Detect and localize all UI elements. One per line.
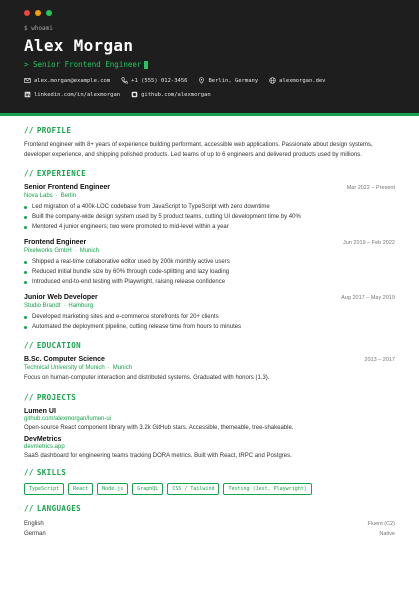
github-text: github.com/alexmorgan bbox=[141, 91, 211, 98]
projects-title: PROJECTS bbox=[36, 392, 77, 402]
bullet-icon bbox=[24, 316, 27, 319]
github-icon bbox=[131, 91, 138, 98]
job-org bbox=[24, 303, 395, 309]
contact-row-2 bbox=[24, 91, 395, 98]
languages-section bbox=[24, 504, 395, 539]
globe-icon bbox=[269, 77, 276, 84]
resume-header bbox=[0, 0, 419, 116]
contact-email[interactable] bbox=[24, 77, 110, 84]
skills-list bbox=[24, 483, 395, 495]
section-title bbox=[24, 468, 395, 477]
bullet-text: Built the company-wide design system used by 5 product teams, cutting UI development time by 40% bbox=[32, 214, 301, 220]
school-location: Munich bbox=[112, 365, 133, 371]
phone-text: +1 (555) 012-3456 bbox=[131, 77, 188, 84]
project-entry bbox=[24, 436, 395, 459]
resume-body bbox=[0, 116, 419, 539]
contact-github[interactable] bbox=[131, 91, 211, 98]
project-name: DevMetrics bbox=[24, 435, 62, 443]
contact-website[interactable] bbox=[269, 77, 325, 84]
bullet-text: Reduced initial bundle size by 60% through code-splitting and lazy loading bbox=[32, 269, 230, 275]
language-name: English bbox=[24, 520, 44, 527]
bullet-icon bbox=[24, 261, 27, 264]
job-org bbox=[24, 248, 395, 254]
company-name: Pixelworks GmbH bbox=[24, 248, 72, 254]
language-row bbox=[24, 519, 395, 529]
job-bullets bbox=[24, 257, 395, 287]
school-org bbox=[24, 365, 395, 371]
bullet-text: Led migration of a 400k-LOC codebase from JavaScript to TypeScript with zero downtime bbox=[32, 204, 270, 210]
bullet-icon bbox=[24, 271, 27, 274]
contact-row-1 bbox=[24, 77, 395, 84]
cursor-block-icon bbox=[144, 61, 148, 69]
education-title: EDUCATION bbox=[36, 341, 82, 350]
project-desc: Open-source React component library with 3.2k GitHub stars. Accessible, themeable, tree-shakeable. bbox=[24, 424, 294, 431]
contact-phone[interactable] bbox=[121, 77, 187, 84]
contact-linkedin[interactable] bbox=[24, 91, 120, 98]
slash-marker: // bbox=[24, 341, 34, 350]
project-entry bbox=[24, 408, 395, 431]
job-head bbox=[24, 294, 395, 301]
bullet-icon bbox=[24, 326, 27, 329]
profile-summary: Frontend engineer with 8+ years of experience building performant, accessible web applications. Passionate about design systems, developer experience, and shipping polished products. Led teams of up to 6 engineers and delivered products used by millions. bbox=[24, 142, 373, 158]
bullet-icon bbox=[24, 226, 27, 229]
company-name: Studio Brandt bbox=[24, 303, 61, 309]
language-level: Fluent (C2) bbox=[367, 520, 395, 527]
mail-icon bbox=[24, 77, 31, 84]
languages-title: LANGUAGES bbox=[36, 503, 82, 513]
bullet-text: Mentored 4 junior engineers; two were promoted to mid-level within a year bbox=[32, 224, 229, 230]
bullet-text: Shipped a real-time collaborative editor used by 200k monthly active users bbox=[32, 259, 230, 265]
job-entry bbox=[24, 239, 395, 287]
job-title: Frontend Engineer bbox=[24, 239, 87, 246]
section-title bbox=[24, 341, 395, 350]
full-name: Alex Morgan bbox=[24, 36, 134, 55]
job-head bbox=[24, 239, 395, 246]
contact-location bbox=[198, 77, 258, 84]
job-date: Jun 2019 – Feb 2022 bbox=[343, 240, 395, 246]
job-bullets bbox=[24, 202, 395, 232]
website-text: alexmorgan.dev bbox=[279, 77, 326, 84]
list-item bbox=[24, 267, 395, 277]
separator-dot: · bbox=[74, 248, 77, 254]
window-dots bbox=[24, 10, 395, 16]
job-bullets bbox=[24, 312, 395, 332]
job-entry bbox=[24, 294, 395, 332]
separator-dot: · bbox=[55, 193, 58, 199]
green-dot-icon bbox=[46, 10, 52, 16]
profile-section bbox=[24, 126, 395, 160]
project-link[interactable]: devmetrics.app bbox=[24, 443, 65, 450]
location-icon bbox=[198, 77, 205, 84]
job-head bbox=[24, 184, 395, 191]
job-org bbox=[24, 193, 395, 199]
project-desc: SaaS dashboard for engineering teams tracking DORA metrics. Built with React, tRPC and Postgres. bbox=[24, 452, 292, 459]
bullet-text: Automated the deployment pipeline, cutting release time from hours to minutes bbox=[32, 324, 242, 330]
list-item bbox=[24, 212, 395, 222]
bullet-icon bbox=[24, 281, 27, 284]
section-title bbox=[24, 126, 395, 135]
section-title bbox=[24, 393, 395, 402]
email-text: alex.morgan@example.com bbox=[34, 77, 111, 84]
job-role bbox=[24, 60, 395, 69]
experience-section bbox=[24, 169, 395, 332]
red-dot-icon bbox=[24, 10, 30, 16]
job-location: Munich bbox=[79, 248, 100, 254]
degree-title: B.Sc. Computer Science bbox=[24, 356, 105, 363]
education-head bbox=[24, 356, 395, 363]
separator-dot: · bbox=[63, 303, 66, 309]
slash-marker: // bbox=[24, 503, 34, 513]
language-name: German bbox=[24, 530, 46, 537]
job-location: Berlin bbox=[60, 193, 77, 199]
language-row bbox=[24, 529, 395, 539]
experience-title: EXPERIENCE bbox=[36, 169, 86, 178]
school-name: Technical University of Munich bbox=[24, 365, 105, 371]
separator-dot: · bbox=[107, 365, 110, 371]
job-date: Aug 2017 – May 2019 bbox=[341, 295, 395, 301]
bullet-icon bbox=[24, 206, 27, 209]
list-item bbox=[24, 277, 395, 287]
job-title: Senior Frontend Engineer bbox=[24, 184, 110, 191]
company-name: Nova Labs bbox=[24, 193, 53, 199]
skills-section bbox=[24, 468, 395, 495]
skill-tag: Testing (Jest, Playwright) bbox=[223, 483, 311, 495]
terminal-prompt: $ whoami bbox=[24, 25, 53, 32]
skills-title: SKILLS bbox=[36, 467, 67, 477]
section-title bbox=[24, 169, 395, 178]
section-title bbox=[24, 504, 395, 513]
linkedin-text: linkedin.com/in/alexmorgan bbox=[34, 91, 121, 98]
yellow-dot-icon bbox=[35, 10, 41, 16]
skill-tag: CSS / Tailwind bbox=[167, 483, 219, 495]
project-name: Lumen UI bbox=[24, 407, 56, 415]
project-link[interactable]: github.com/alexmorgan/lumen-ui bbox=[24, 415, 112, 422]
education-section bbox=[24, 341, 395, 384]
list-item bbox=[24, 322, 395, 332]
profile-title: PROFILE bbox=[36, 126, 72, 135]
job-entry bbox=[24, 184, 395, 232]
location-text: Berlin, Germany bbox=[208, 77, 259, 84]
bullet-text: Developed marketing sites and e-commerce storefronts for 20+ clients bbox=[32, 314, 219, 320]
phone-icon bbox=[121, 77, 128, 84]
role-text: > Senior Frontend Engineer bbox=[24, 60, 142, 69]
job-location: Hamburg bbox=[68, 303, 94, 309]
slash-marker: // bbox=[24, 467, 34, 477]
slash-marker: // bbox=[24, 169, 34, 178]
skill-tag: Node.js bbox=[97, 483, 128, 495]
language-level: Native bbox=[379, 530, 395, 537]
skill-tag: GraphQL bbox=[132, 483, 163, 495]
slash-marker: // bbox=[24, 392, 34, 402]
list-item bbox=[24, 257, 395, 267]
list-item bbox=[24, 202, 395, 212]
list-item bbox=[24, 312, 395, 322]
education-desc: Focus on human-computer interaction and distributed systems. Graduated with honors (1.3). bbox=[24, 375, 270, 381]
slash-marker: // bbox=[24, 126, 34, 135]
education-date: 2013 – 2017 bbox=[364, 357, 395, 363]
bullet-icon bbox=[24, 216, 27, 219]
list-item bbox=[24, 222, 395, 232]
skill-tag: TypeScript bbox=[24, 483, 64, 495]
skill-tag: React bbox=[68, 483, 93, 495]
linkedin-icon bbox=[24, 91, 31, 98]
job-title: Junior Web Developer bbox=[24, 294, 98, 301]
projects-section bbox=[24, 393, 395, 459]
bullet-text: Introduced end-to-end testing with Playwright, raising release confidence bbox=[32, 279, 226, 285]
job-date: Mar 2022 – Present bbox=[346, 185, 395, 191]
